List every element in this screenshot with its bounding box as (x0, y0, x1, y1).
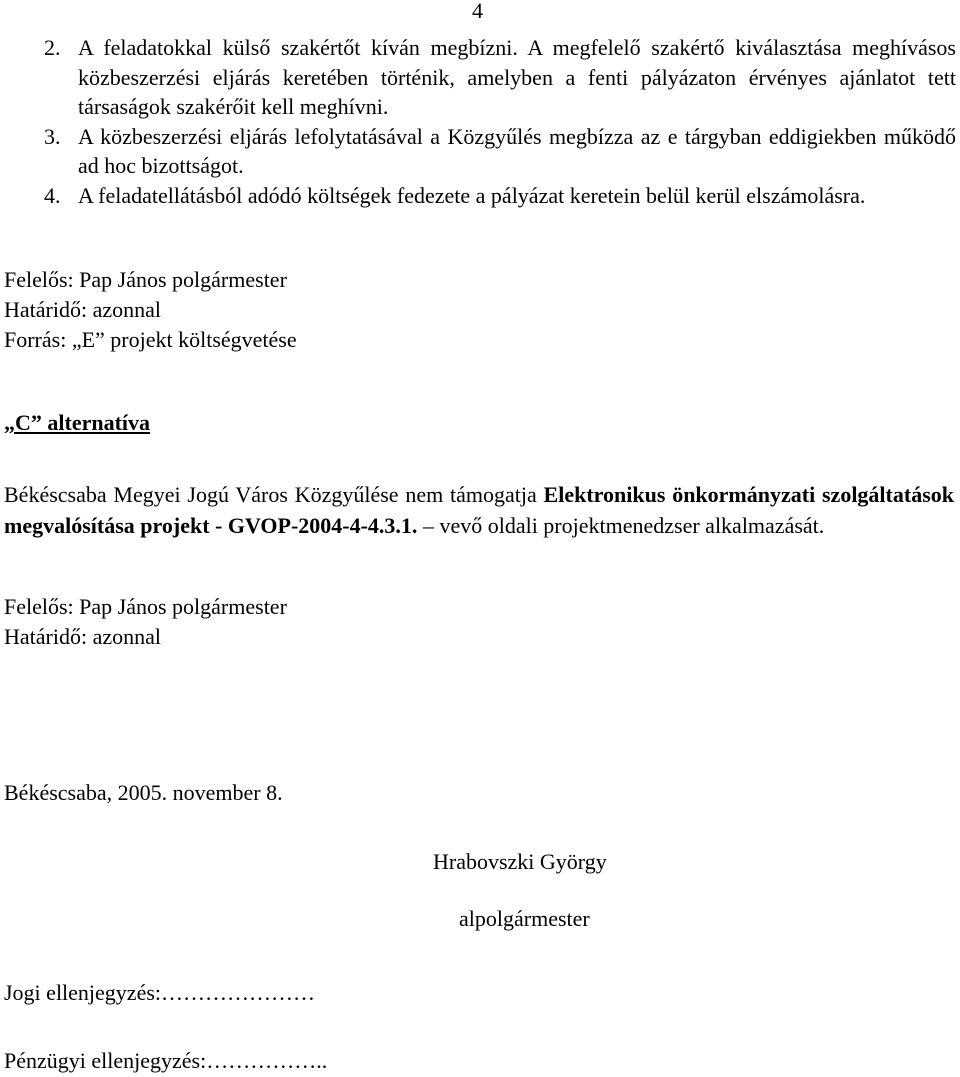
alternative-heading: „C” alternatíva (4, 410, 151, 435)
list-item-number: 2. (44, 35, 61, 60)
signatory-name: Hrabovszki György (433, 849, 607, 874)
list-item-text: A feladatokkal külső szakértőt kíván megbízni. A megfelelő szakértő kiválasztása meghívásos közbeszerzési eljárás keretében történik, amelyben a fenti pályázaton érvényes ajánlatot tett társaságok szakérőit kell meghívni. (78, 35, 956, 119)
list-item-text: A közbeszerzési eljárás lefolytatásával a Közgyűlés megbízza az e tárgyban eddigiekben működő ad hoc bizottságot. (78, 123, 956, 178)
signatory-title: alpolgármester (459, 906, 590, 931)
responsibility-block-2 (4, 592, 287, 652)
numbered-list (44, 33, 956, 210)
list-item-2 (44, 33, 956, 122)
page-number: 4 (472, 0, 483, 23)
project-name: Elektronikus önkormányzati szolgáltatások megvalósítása projekt - GVOP-2004-4-4.3.1. (4, 482, 954, 538)
responsible-line: Felelős: Pap János polgármester (4, 267, 287, 292)
list-item-number: 3. (44, 123, 61, 149)
legal-review-line: Jogi ellenjegyzés:………………… (4, 980, 316, 1005)
list-item-3 (44, 122, 956, 181)
list-item-4 (44, 181, 956, 211)
deadline-line: Határidő: azonnal (4, 297, 161, 322)
date-line: Békéscsaba, 2005. november 8. (4, 780, 283, 805)
decision-text-start: Békéscsaba Megyei Jogú Város Közgyűlése nem támogatja (4, 482, 544, 507)
decision-text-end: – vevő oldali projektmenedzser alkalmazását. (417, 512, 825, 538)
list-item-number: 4. (44, 182, 61, 208)
responsibility-block-1 (4, 265, 297, 355)
list-item-text: A feladatellátásból adódó költségek fedezete a pályázat keretein belül kerül elszámolásra. (78, 182, 866, 208)
finance-review-line: Pénzügyi ellenjegyzés:…………….. (4, 1048, 328, 1073)
source-line: Forrás: „E” projekt költségvetése (4, 327, 297, 352)
deadline-line: Határidő: azonnal (4, 624, 161, 649)
responsible-line: Felelős: Pap János polgármester (4, 594, 287, 619)
decision-paragraph (4, 480, 954, 541)
